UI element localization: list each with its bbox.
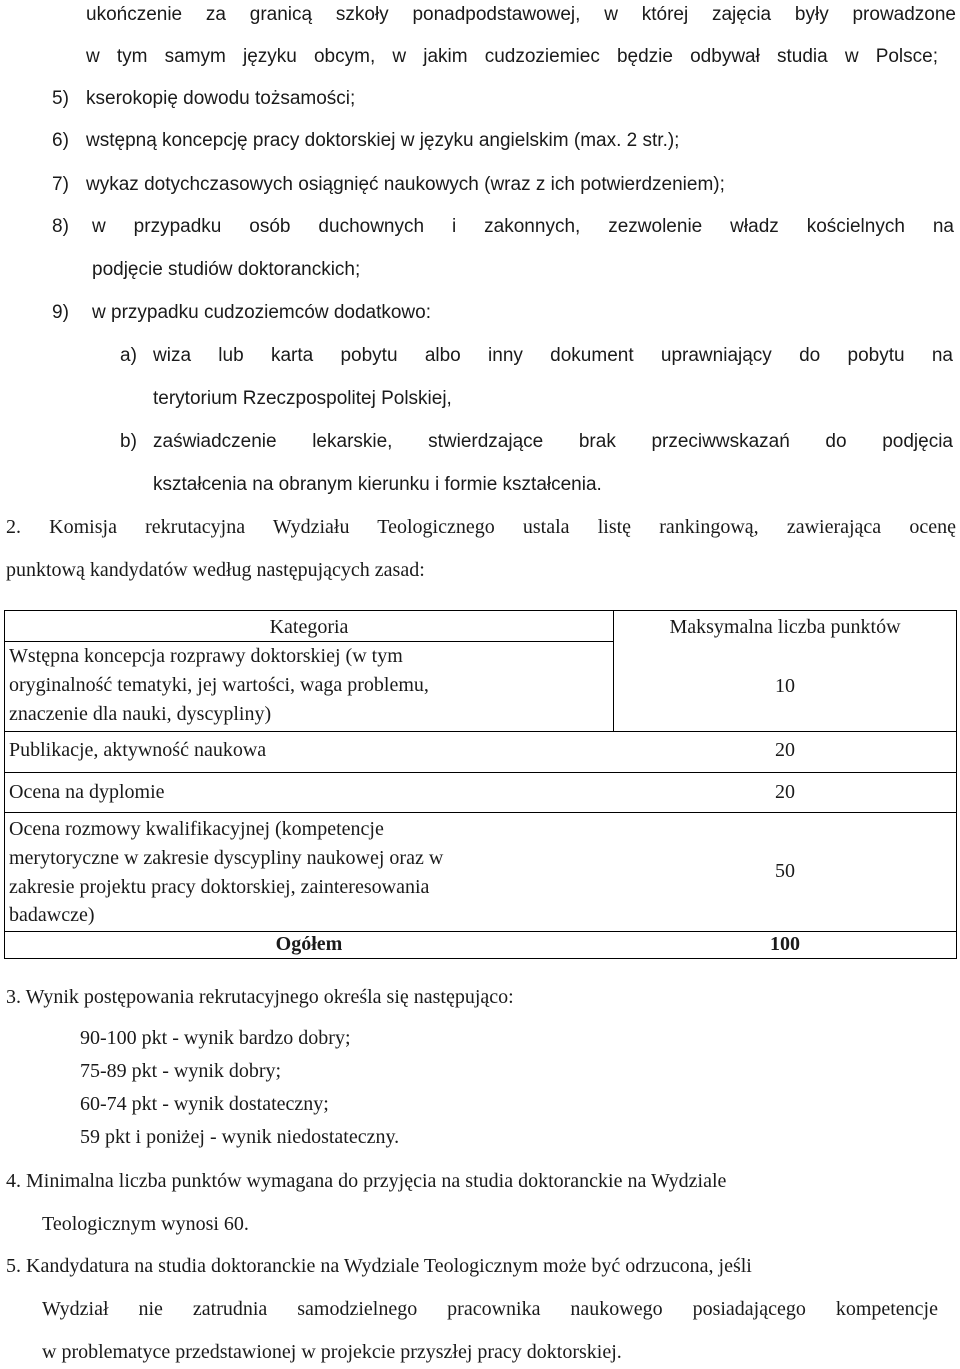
list-item bbox=[52, 129, 679, 153]
section-2-line-1: 2. Komisja rekrutacyjna Wydziału Teologicznego ustala listę rankingową, zawierająca ocenę bbox=[6, 516, 956, 538]
list-item bbox=[52, 173, 725, 197]
scoring-table bbox=[4, 610, 957, 959]
row-category-line: merytoryczne w zakresie dyscypliny naukowej oraz w bbox=[9, 847, 444, 869]
section-2-line-2: punktową kandydatów według następujących zasad: bbox=[6, 559, 425, 581]
table-header-category: Kategoria bbox=[269, 616, 349, 638]
row-points: 20 bbox=[775, 739, 795, 761]
section-5-line-2: Wydział nie zatrudnia samodzielnego pracownika naukowego posiadającego kompetencje bbox=[42, 1298, 938, 1320]
section-5-line-3: w problematyce przedstawionej w projekcie przyszłej pracy doktorskiej. bbox=[42, 1341, 622, 1363]
section-4-line-1: 4. Minimalna liczba punktów wymagana do przyjęcia na studia doktoranckie na Wydziale bbox=[6, 1170, 727, 1192]
item-text: zaświadczenie lekarskie, stwierdzające brak przeciwwskazań do podjęcia bbox=[153, 431, 953, 452]
item-text: wstępną koncepcję pracy doktorskiej w języku angielskim (max. 2 str.); bbox=[86, 130, 680, 151]
item-text: kserokopię dowodu tożsamości; bbox=[86, 88, 356, 109]
list-item bbox=[52, 87, 355, 111]
row-points: 50 bbox=[775, 860, 795, 882]
row-category-line: Ocena na dyplomie bbox=[9, 781, 165, 803]
row-category-line: Wstępna koncepcja rozprawy doktorskiej (w tym bbox=[9, 645, 403, 667]
total-label: Ogółem bbox=[275, 933, 343, 955]
list-item-continuation: terytorium Rzeczpospolitej Polskiej, bbox=[153, 388, 452, 409]
row-category-line: zakresie projektu pracy doktorskiej, zainteresowania bbox=[9, 876, 430, 898]
intro-line-1: ukończenie za granicą szkoły ponadpodstawowej, w której zajęcia były prowadzone bbox=[86, 4, 956, 25]
list-item-continuation: podjęcie studiów doktoranckich; bbox=[92, 259, 361, 280]
list-item: 59 pkt i poniżej - wynik niedostateczny. bbox=[80, 1126, 400, 1148]
item-letter: a) bbox=[120, 345, 137, 366]
item-text: w przypadku osób duchownych i zakonnych, zezwolenie władz kościelnych na bbox=[92, 216, 954, 237]
list-item: 90-100 pkt - wynik bardzo dobry; bbox=[80, 1027, 351, 1049]
item-number: 8) bbox=[52, 216, 69, 237]
row-category-line: Publikacje, aktywność naukowa bbox=[9, 739, 267, 761]
row-category-line: oryginalność tematyki, jej wartości, waga problemu, bbox=[9, 674, 429, 696]
section-4-line-2: Teologicznym wynosi 60. bbox=[42, 1213, 249, 1235]
intro-line-2: w tym samym języku obcym, w jakim cudzoziemiec będzie odbywał studia w Polsce; bbox=[86, 46, 938, 67]
item-number: 5) bbox=[52, 88, 69, 109]
row-category-line: znaczenie dla nauki, dyscypliny) bbox=[9, 703, 272, 725]
list-item: 75-89 pkt - wynik dobry; bbox=[80, 1060, 282, 1082]
item-number: 7) bbox=[52, 174, 69, 195]
list-item: 60-74 pkt - wynik dostateczny; bbox=[80, 1093, 329, 1115]
item-letter: b) bbox=[120, 431, 137, 452]
list-item bbox=[52, 301, 431, 325]
section-3-heading: 3. Wynik postępowania rekrutacyjnego określa się następująco: bbox=[6, 986, 514, 1008]
list-item bbox=[52, 215, 956, 239]
list-item bbox=[120, 430, 956, 454]
list-item-continuation: kształcenia na obranym kierunku i formie kształcenia. bbox=[153, 474, 602, 495]
row-category-line: Ocena rozmowy kwalifikacyjnej (kompetencje bbox=[9, 818, 384, 840]
item-number: 9) bbox=[52, 302, 69, 323]
item-text: wykaz dotychczasowych osiągnięć naukowych (wraz z ich potwierdzeniem); bbox=[86, 174, 725, 195]
table-header-points: Maksymalna liczba punktów bbox=[669, 616, 901, 638]
item-text: w przypadku cudzoziemców dodatkowo: bbox=[92, 302, 432, 323]
section-5-line-1: 5. Kandydatura na studia doktoranckie na Wydziale Teologicznym może być odrzucona, jeśli bbox=[6, 1255, 752, 1277]
row-points: 10 bbox=[775, 675, 795, 697]
row-category-line: badawcze) bbox=[9, 904, 95, 926]
total-points: 100 bbox=[770, 933, 800, 955]
row-points: 20 bbox=[775, 781, 795, 803]
list-item bbox=[120, 344, 956, 368]
item-number: 6) bbox=[52, 130, 69, 151]
item-text: wiza lub karta pobytu albo inny dokument uprawniający do pobytu na bbox=[153, 345, 953, 366]
